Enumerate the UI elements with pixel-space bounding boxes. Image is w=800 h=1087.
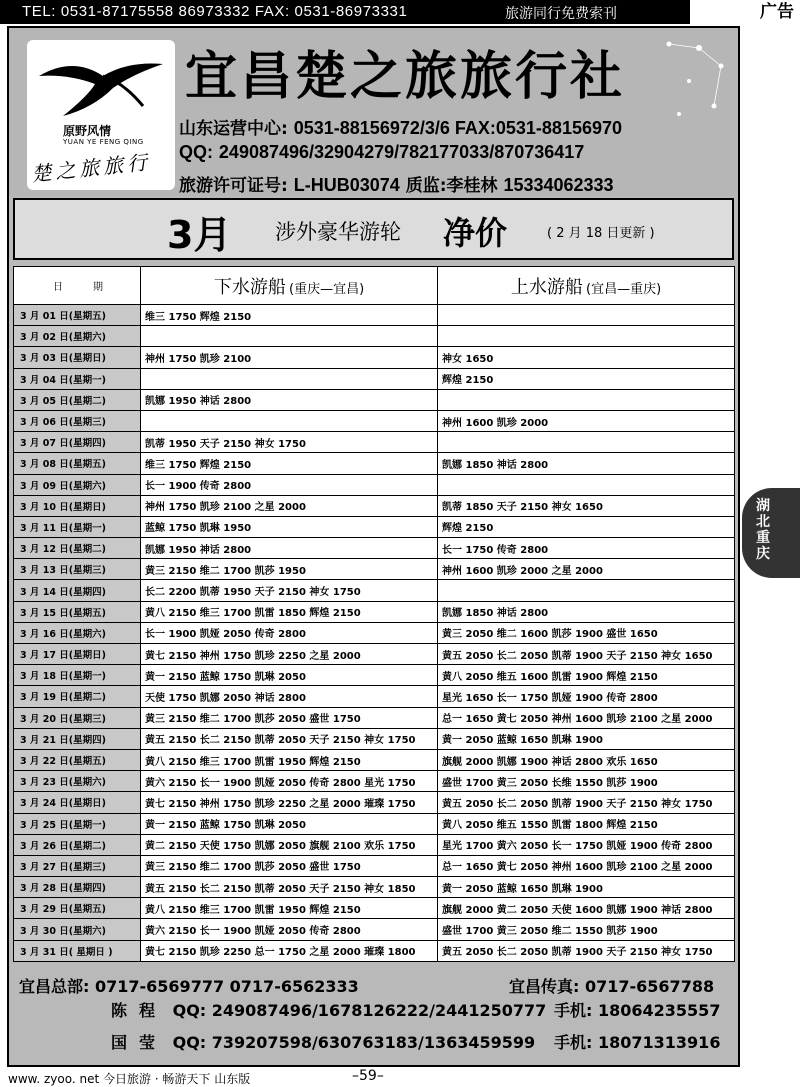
upstream-cell: 黄一 2050 蓝鲸 1650 凯琳 1900 [438, 728, 735, 749]
downstream-cell: 蓝鲸 1750 凯琳 1950 [141, 516, 438, 537]
table-row [14, 580, 735, 601]
header-downstream-route: (重庆—宜昌) [289, 281, 365, 297]
downstream-cell: 长一 1900 凯娅 2050 传奇 2800 [141, 622, 438, 643]
date-cell: 3 月 24 日(星期日) [14, 792, 141, 813]
table-row [14, 347, 735, 368]
price-title [13, 198, 734, 260]
date-cell: 3 月 10 日(星期日) [14, 495, 141, 516]
table-row [14, 368, 735, 389]
license-value: L-HUB03074 [293, 175, 400, 195]
table-row [14, 940, 735, 961]
date-cell: 3 月 28 日(星期四) [14, 877, 141, 898]
contact-1-name: 陈程 [111, 1001, 168, 1020]
table-row [14, 855, 735, 876]
upstream-cell: 长一 1750 传奇 2800 [438, 538, 735, 559]
contact-1-mobile-value: 18064235557 [597, 1001, 721, 1020]
fax-value: 0717-6567788 [584, 977, 715, 996]
date-cell: 3 月 01 日(星期五) [14, 305, 141, 326]
qq-line [179, 142, 584, 163]
contact-2-mobile [554, 1030, 720, 1053]
supervisor-phone: 15334062333 [503, 175, 614, 195]
table-row [14, 749, 735, 770]
contact-2-name: 国莹 [111, 1033, 168, 1052]
hq-value: 0717-6569777 0717-6562333 [94, 977, 359, 996]
upstream-cell [438, 474, 735, 495]
table-row [14, 305, 735, 326]
date-cell: 3 月 03 日(星期日) [14, 347, 141, 368]
contact-2 [111, 1030, 535, 1053]
logo-tag: 原野风情 [63, 124, 112, 138]
hq-label: 宜昌总部: [19, 977, 90, 996]
table-row [14, 559, 735, 580]
top-bar [0, 0, 800, 24]
supervisor-label: 质监:李桂林 [405, 176, 498, 196]
upstream-cell: 黄五 2050 长二 2050 凯蒂 1900 天子 2150 神女 1750 [438, 940, 735, 961]
downstream-cell: 黄三 2150 维二 1700 凯莎 2050 盛世 1750 [141, 707, 438, 728]
header-date: 日期 [14, 267, 141, 305]
downstream-cell: 凯蒂 1950 天子 2150 神女 1750 [141, 432, 438, 453]
region-label: 湖北重庆 [756, 498, 770, 562]
contact-2-mobile-value: 18071313916 [597, 1033, 721, 1052]
date-cell: 3 月 04 日(星期一) [14, 368, 141, 389]
license-label: 旅游许可证号: [179, 176, 288, 196]
upstream-cell: 神州 1600 凯珍 2000 之星 2000 [438, 559, 735, 580]
upstream-cell: 黄八 2050 维五 1600 凯雷 1900 辉煌 2150 [438, 665, 735, 686]
table-row [14, 665, 735, 686]
upstream-cell: 盛世 1700 黄三 2050 长维 1550 凯莎 1900 [438, 771, 735, 792]
downstream-cell: 神州 1750 凯珍 2100 [141, 347, 438, 368]
downstream-cell [141, 368, 438, 389]
date-cell: 3 月 18 日(星期一) [14, 665, 141, 686]
header-upstream [438, 267, 735, 305]
downstream-cell: 黄三 2150 维二 1700 凯莎 2050 盛世 1750 [141, 855, 438, 876]
upstream-cell [438, 389, 735, 410]
contact-2-mobile-label: 手机: [554, 1033, 593, 1052]
upstream-cell: 盛世 1700 黄三 2050 维二 1550 凯莎 1900 [438, 919, 735, 940]
downstream-cell: 黄七 2150 神州 1750 凯珍 2250 之星 2000 [141, 644, 438, 665]
ad-tag: 广告 [690, 0, 800, 24]
upstream-cell [438, 326, 735, 347]
downstream-cell: 黄七 2150 凯珍 2250 总一 1750 之星 2000 璀璨 1800 [141, 940, 438, 961]
downstream-cell: 黄八 2150 维三 1700 凯雷 1850 辉煌 2150 [141, 601, 438, 622]
upstream-cell [438, 580, 735, 601]
date-cell: 3 月 14 日(星期四) [14, 580, 141, 601]
table-row [14, 728, 735, 749]
swallow-icon [33, 46, 169, 126]
header-upstream-label: 上水游船 [510, 276, 583, 298]
table-row [14, 644, 735, 665]
schedule-body [14, 305, 735, 962]
downstream-cell: 长二 2200 凯蒂 1950 天子 2150 神女 1750 [141, 580, 438, 601]
upstream-cell [438, 432, 735, 453]
bottom-site: www. zyoo. net 今日旅游 · 畅游天下 山东版 [8, 1072, 251, 1086]
downstream-cell [141, 326, 438, 347]
license-line [179, 171, 614, 196]
downstream-cell: 黄二 2150 天使 1750 凯娜 2050 旗舰 2100 欢乐 1750 [141, 834, 438, 855]
table-row [14, 792, 735, 813]
table-row [14, 834, 735, 855]
table-row [14, 410, 735, 431]
table-header-row [14, 267, 735, 305]
downstream-cell: 凯娜 1950 神话 2800 [141, 538, 438, 559]
table-row [14, 898, 735, 919]
upstream-cell: 黄三 2050 维二 1600 凯莎 1900 盛世 1650 [438, 622, 735, 643]
date-cell: 3 月 31 日( 星期日 ) [14, 940, 141, 961]
hq-phones [19, 974, 359, 997]
table-row [14, 389, 735, 410]
downstream-cell: 长一 1900 传奇 2800 [141, 474, 438, 495]
page-number: –59– [352, 1068, 384, 1084]
title-update: ( 2 月 18 日更新 ) [547, 226, 655, 241]
date-cell: 3 月 23 日(星期六) [14, 771, 141, 792]
fax-label: 宜昌传真: [509, 977, 580, 996]
downstream-cell: 天使 1750 凯娜 2050 神话 2800 [141, 686, 438, 707]
table-row [14, 771, 735, 792]
upstream-cell: 旗舰 2000 凯娜 1900 神话 2800 欢乐 1650 [438, 749, 735, 770]
date-cell: 3 月 27 日(星期三) [14, 855, 141, 876]
upstream-cell: 星光 1700 黄六 2050 长一 1750 凯娅 1900 传奇 2800 [438, 834, 735, 855]
downstream-cell: 黄三 2150 维二 1700 凯莎 1950 [141, 559, 438, 580]
table-row [14, 707, 735, 728]
table-row [14, 622, 735, 643]
upstream-cell: 旗舰 2000 黄二 2050 天使 1600 凯娜 1900 神话 2800 [438, 898, 735, 919]
date-cell: 3 月 06 日(星期三) [14, 410, 141, 431]
downstream-cell: 维三 1750 辉煌 2150 [141, 453, 438, 474]
table-row [14, 432, 735, 453]
date-cell: 3 月 30 日(星期六) [14, 919, 141, 940]
upstream-cell: 黄五 2050 长二 2050 凯蒂 1900 天子 2150 神女 1650 [438, 644, 735, 665]
upstream-cell: 神州 1600 凯珍 2000 [438, 410, 735, 431]
date-cell: 3 月 19 日(星期二) [14, 686, 141, 707]
table-row [14, 919, 735, 940]
upstream-cell: 星光 1650 长一 1750 凯娅 1900 传奇 2800 [438, 686, 735, 707]
downstream-cell: 神州 1750 凯珍 2100 之星 2000 [141, 495, 438, 516]
date-cell: 3 月 21 日(星期四) [14, 728, 141, 749]
date-cell: 3 月 09 日(星期六) [14, 474, 141, 495]
ad-frame [7, 26, 740, 1067]
agency-logo [27, 40, 175, 190]
table-row [14, 877, 735, 898]
downstream-cell: 黄一 2150 蓝鲸 1750 凯琳 2050 [141, 665, 438, 686]
date-cell: 3 月 16 日(星期六) [14, 622, 141, 643]
downstream-cell: 凯娜 1950 神话 2800 [141, 389, 438, 410]
date-cell: 3 月 07 日(星期四) [14, 432, 141, 453]
upstream-cell: 凯蒂 1850 天子 2150 神女 1650 [438, 495, 735, 516]
title-subject: 涉外豪华游轮 [275, 220, 401, 244]
downstream-cell: 黄六 2150 长一 1900 凯娅 2050 传奇 2800 [141, 919, 438, 940]
contact-1-mobile [554, 998, 720, 1021]
ops-center-line [179, 114, 622, 139]
date-cell: 3 月 29 日(星期五) [14, 898, 141, 919]
table-row [14, 601, 735, 622]
date-cell: 3 月 20 日(星期三) [14, 707, 141, 728]
upstream-cell: 总一 1650 黄七 2050 神州 1600 凯珍 2100 之星 2000 [438, 855, 735, 876]
contact-1-qq: QQ: 249087496/1678126222/2441250777 [172, 1001, 547, 1020]
header-downstream [141, 267, 438, 305]
region-side-tab [742, 488, 800, 578]
date-cell: 3 月 25 日(星期一) [14, 813, 141, 834]
title-net-price: 净价 [443, 214, 508, 252]
date-cell: 3 月 13 日(星期三) [14, 559, 141, 580]
downstream-cell [141, 410, 438, 431]
contact-1-mobile-label: 手机: [554, 1001, 593, 1020]
header-upstream-route: (宜昌—重庆) [586, 281, 662, 297]
stars-icon [659, 36, 734, 126]
downstream-cell: 维三 1750 辉煌 2150 [141, 305, 438, 326]
table-row [14, 686, 735, 707]
date-cell: 3 月 26 日(星期二) [14, 834, 141, 855]
upstream-cell: 辉煌 2150 [438, 368, 735, 389]
upstream-cell: 总一 1650 黄七 2050 神州 1600 凯珍 2100 之星 2000 [438, 707, 735, 728]
downstream-cell: 黄六 2150 长一 1900 凯娅 2050 传奇 2800 星光 1750 [141, 771, 438, 792]
top-contact: TEL: 0531-87175558 86973332 FAX: 0531-86973331 [22, 3, 408, 20]
table-row [14, 538, 735, 559]
downstream-cell: 黄七 2150 神州 1750 凯珍 2250 之星 2000 璀璨 1750 [141, 792, 438, 813]
upstream-cell: 凯娜 1850 神话 2800 [438, 453, 735, 474]
downstream-cell: 黄五 2150 长二 2150 凯蒂 2050 天子 2150 神女 1850 [141, 877, 438, 898]
logo-sub: YUAN YE FENG QING [63, 138, 144, 146]
ops-label: 山东运营中心: [179, 119, 288, 139]
upstream-cell: 黄五 2050 长二 2050 凯蒂 1900 天子 2150 神女 1750 [438, 792, 735, 813]
contact-2-qq: QQ: 739207598/630763183/1363459599 [172, 1033, 536, 1052]
ops-value: 0531-88156972/3/6 FAX:0531-88156970 [293, 118, 623, 138]
upstream-cell: 凯娜 1850 神话 2800 [438, 601, 735, 622]
date-cell: 3 月 12 日(星期二) [14, 538, 141, 559]
date-cell: 3 月 08 日(星期五) [14, 453, 141, 474]
date-cell: 3 月 11 日(星期一) [14, 516, 141, 537]
header-downstream-label: 下水游船 [213, 276, 286, 298]
qq-value: 249087496/32904279/782177033/870736417 [218, 142, 585, 162]
upstream-cell: 辉煌 2150 [438, 516, 735, 537]
downstream-cell: 黄一 2150 蓝鲸 1750 凯琳 2050 [141, 813, 438, 834]
agency-header [9, 28, 738, 196]
hq-fax [509, 974, 714, 997]
date-cell: 3 月 05 日(星期二) [14, 389, 141, 410]
upstream-cell: 黄一 2050 蓝鲸 1650 凯琳 1900 [438, 877, 735, 898]
agency-name: 宜昌楚之旅旅行社 [185, 46, 626, 107]
downstream-cell: 黄八 2150 维三 1700 凯雷 1950 辉煌 2150 [141, 749, 438, 770]
upstream-cell: 神女 1650 [438, 347, 735, 368]
title-month: 3月 [167, 213, 232, 257]
downstream-cell: 黄五 2150 长二 2150 凯蒂 2050 天子 2150 神女 1750 [141, 728, 438, 749]
top-slogan: 旅游同行免费索刊 [505, 6, 617, 22]
table-row [14, 495, 735, 516]
date-cell: 3 月 22 日(星期五) [14, 749, 141, 770]
table-row [14, 453, 735, 474]
contact-1 [111, 998, 546, 1021]
cruise-schedule-table [13, 266, 735, 962]
date-cell: 3 月 15 日(星期五) [14, 601, 141, 622]
downstream-cell: 黄八 2150 维三 1700 凯雷 1950 辉煌 2150 [141, 898, 438, 919]
qq-label: QQ: [179, 142, 213, 162]
upstream-cell: 黄八 2050 维五 1550 凯雷 1800 辉煌 2150 [438, 813, 735, 834]
table-row [14, 516, 735, 537]
upstream-cell [438, 305, 735, 326]
date-cell: 3 月 17 日(星期日) [14, 644, 141, 665]
table-row [14, 326, 735, 347]
logo-script: 楚之旅旅行 [30, 149, 153, 187]
table-row [14, 474, 735, 495]
date-cell: 3 月 02 日(星期六) [14, 326, 141, 347]
table-row [14, 813, 735, 834]
